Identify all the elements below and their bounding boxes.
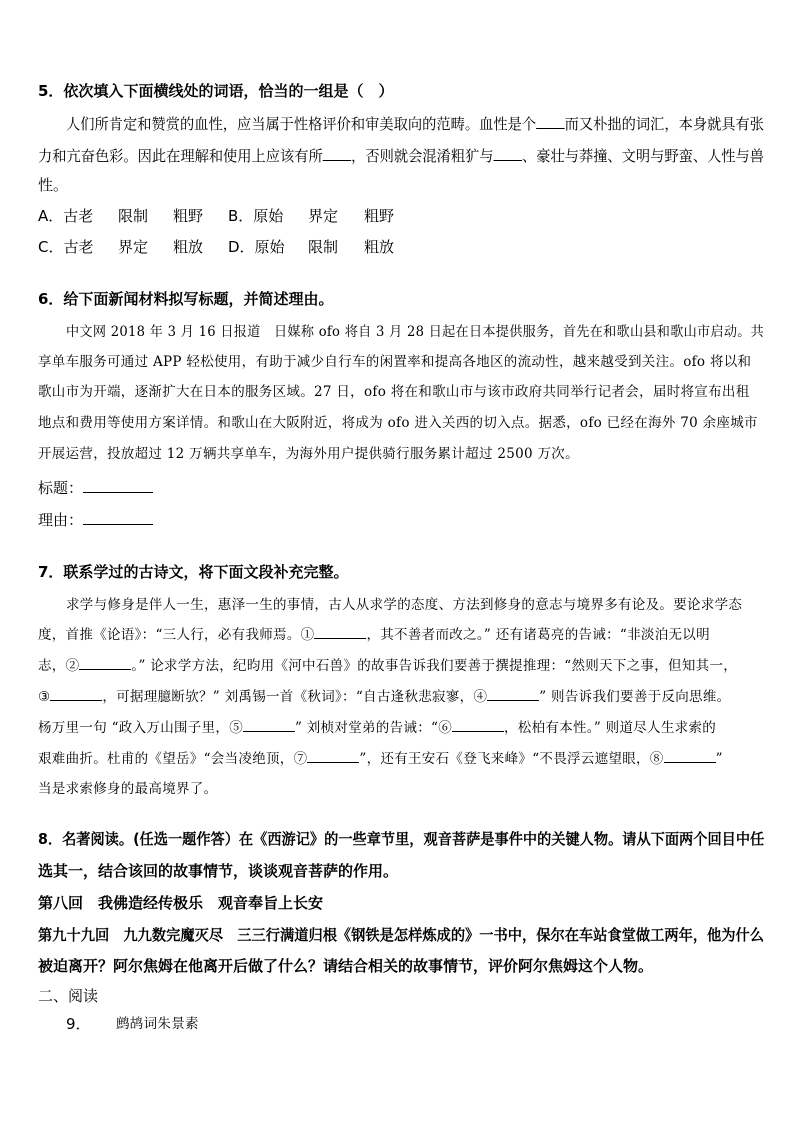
q7-blank-5	[243, 717, 295, 732]
q5-option-b: B．原始	[228, 207, 284, 225]
q6-reason-blank	[83, 510, 153, 525]
q6-news-line-1: 中文网 2018 年 3 月 16 日报道 日媒称 ofo 将自 3 月 28 日起在日本提供服务，首先在和歌山县和歌山市启动。共	[66, 324, 765, 340]
q5-option-c-word3: 粗放	[173, 238, 204, 256]
q7-line-4: ③ ，可据理臆断欤？” 刘禹锡一首《秋词》：“自古逢秋悲寂寥，④ ” 则告诉我们要善于反向思维。	[38, 686, 730, 707]
q5-option-b-word3: 粗野	[364, 207, 395, 225]
q7-line-1: 求学与修身是伴人一生，惠泽一生的事情，古人从求学的态度、方法到修身的意志与境界多有论及。要论求学态	[66, 597, 743, 613]
q6-title-answer: 标题：	[38, 478, 153, 498]
q5-blank-1	[536, 114, 564, 129]
q6-reason-answer: 理由：	[38, 510, 153, 530]
q7-blank-1	[314, 624, 366, 639]
q5-option-c-word2: 界定	[118, 238, 149, 256]
q5-option-d-word3: 粗放	[364, 238, 395, 256]
q7-line-2: 度，首推《论语》：“三人行，必有我师焉。① ，其不善者而改之。” 还有诸葛亮的告诫：“非淡泊无以明	[38, 624, 710, 645]
q9-poem-title: 鹧鸪词朱景素	[116, 1016, 199, 1032]
q5-option-c: C．古老	[38, 238, 94, 256]
q5-option-d: D．原始	[228, 238, 285, 256]
q5-option-d-word2: 限制	[308, 238, 339, 256]
q7-line-7: 当是求索修身的最高境界了。	[38, 781, 218, 797]
q5-para-line-1: 人们所肯定和赞赏的血性，应当属于性格评价和审美取向的范畴。血性是个 而又朴拙的词汇，本身就具有张	[66, 115, 765, 133]
q8-line-4: 第九十九回 九九数完魔灭尽 三三行满道归根《钢铁是怎样炼成的》一书中，保尔在车站食堂做工两年，他为什么	[38, 926, 764, 944]
q7-blank-4	[487, 686, 539, 701]
q5-option-a-word2: 限制	[118, 207, 149, 225]
q6-news-line-4: 地点和费用等使用方案详情。和歌山在大阪附近，将成为 ofo 进入关西的切入点。据悉，ofo 已经在海外 70 余座城市	[38, 415, 758, 431]
q7-title: 7．联系学过的古诗文，将下面文段补充完整。	[38, 563, 349, 581]
q7-blank-7	[307, 748, 359, 763]
q5-title: 5．依次填入下面横线处的词语，恰当的一组是（ ）	[38, 82, 394, 100]
q7-line-5: 杨万里一句 “政入万山围子里，⑤ ” 刘桢对堂弟的告诫：“⑥ ，松柏有本性。” 则道尽人生求索的	[38, 717, 716, 738]
q6-news-line-5: 开展运营，投放超过 12 万辆共享单车，为海外用户提供骑行服务累计超过 2500 万次。	[38, 446, 579, 462]
q5-option-b-word2: 界定	[308, 207, 339, 225]
q5-para-line-3: 性。	[38, 176, 69, 194]
q7-blank-3	[50, 686, 102, 701]
q7-blank-8	[664, 748, 716, 763]
q5-option-a-word3: 粗野	[173, 207, 204, 225]
q5-blank-2	[323, 146, 351, 161]
q5-option-a: A．古老	[38, 207, 94, 225]
q5-blank-3	[494, 146, 522, 161]
q6-title: 6．给下面新闻材料拟写标题，并简述理由。	[38, 290, 334, 308]
q8-line-3: 第八回 我佛造经传极乐 观音奉旨上长安	[38, 894, 324, 912]
q5-para-line-2: 力和亢奋色彩。因此在理解和使用上应该有所 ，否则就会混淆粗犷与 、豪壮与莽撞、文明与野蛮、人性与兽	[38, 147, 765, 165]
q6-news-line-2: 享单车服务可通过 APP 轻松使用，有助于减少自行车的闲置率和提高各地区的流动性，越来越受到关注。ofo 将以和	[38, 354, 752, 370]
q8-line-1: 8．名著阅读。(任选一题作答）在《西游记》的一些章节里，观音菩萨是事件中的关键人物。请从下面两个回目中任	[38, 830, 765, 848]
q9-number: 9．	[66, 1015, 91, 1033]
q7-line-3: 志，② 。” 论求学方法，纪昀用《河中石兽》的故事告诉我们要善于撰提推理：“然则天下之事，但知其一，	[38, 655, 737, 676]
section-heading: 二、阅读	[38, 987, 99, 1005]
q8-line-2: 选其一，结合该回的故事情节，谈谈观音菩萨的作用。	[38, 862, 399, 880]
q7-line-6: 艰难曲折。杜甫的《望岳》“会当凌绝顶，⑦ ”，还有王安石《登飞来峰》“不畏浮云遮望眼，⑧ ”	[38, 748, 723, 769]
q6-news-line-3: 歌山市为开端，逐渐扩大在日本的服务区域。27 日，ofo 将在和歌山市与该市政府共同举行记者会，届时将宣布出租	[38, 384, 750, 400]
q7-blank-6	[452, 717, 504, 732]
q6-title-blank	[83, 478, 153, 493]
q7-blank-2	[79, 655, 131, 670]
q8-line-5: 被迫离开？阿尔焦姆在他离开后做了什么？请结合相关的故事情节，评价阿尔焦姆这个人物。	[38, 957, 654, 975]
